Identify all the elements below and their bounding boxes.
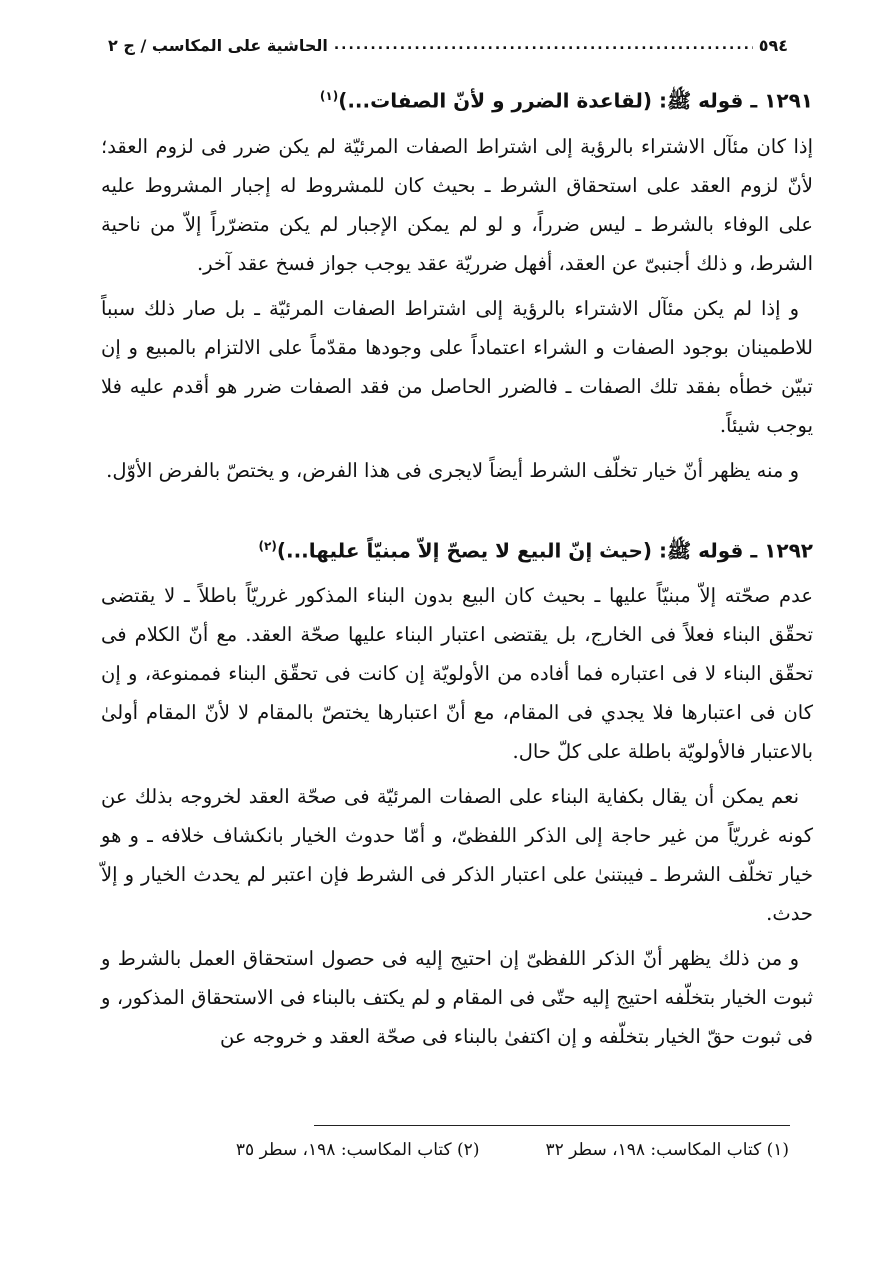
heading-text: ١٢٩١ ـ قوله ﷺ: (لقاعدة الضرر و لأنّ الصفات...) — [338, 88, 813, 113]
footnote-ref: (١) — [319, 89, 339, 103]
leader-dots — [334, 37, 753, 53]
paragraph: إذا كان مئآل الاشتراء بالرؤية إلى اشتراط الصفات المرئيّة لم يكن ضرر فى لزوم العقد؛ لأنّ لزوم العقد على استحقاق الشرط ـ بحيث كان للمشروط له إجبار المشروط عليه على الوفاء بالشرط ـ ليس ضرراً، و لو لم يمكن الإجبار لم يكن متضرّراً إلاّ من ناحية الشرط، و ذلك أجنبىّ عن العقد، أفهل ضرريّة عقد يوجب جواز فسخ عقد آخر. — [101, 134, 813, 275]
footnote-1: (١) كتاب المكاسب: ١٩٨، سطر ٣٢ — [545, 1140, 789, 1160]
paragraph: نعم يمكن أن يقال بكفاية البناء على الصفات المرئيّة فى صحّة العقد لخروجه بذلك عن كونه غرريّاً من غير حاجة إلى الذكر اللفظىّ، و أمّا حدوث الخيار بانكشاف خلافه ـ و هو خيار تخلّف الشرط ـ فيبتنىٰ على اعتبار الذكر فى الشرط فإن اعتبر لم يحدث الخيار و إلاّ حدث. — [101, 785, 813, 926]
footnotes — [229, 1140, 789, 1160]
section-heading-1291 — [101, 80, 813, 117]
paragraph: و منه يظهر أنّ خيار تخلّف الشرط أيضاً لايجرى فى هذا الفرض، و يختصّ بالفرض الأوّل. — [106, 458, 799, 482]
footnote-2: (٢) كتاب المكاسب: ١٩٨، سطر ٣٥ — [235, 1140, 480, 1160]
section-heading-1292 — [101, 530, 813, 567]
running-header — [108, 32, 788, 58]
section-gap — [101, 496, 813, 530]
heading-text: ١٢٩٢ ـ قوله ﷺ: (حيث إنّ البيع لا يصحّ إلاّ مبنيّاً عليها...) — [276, 538, 813, 563]
footnote-divider — [314, 1125, 790, 1126]
footnote-ref: (٢) — [258, 538, 277, 553]
main-text — [101, 80, 813, 1062]
paragraph: و من ذلك يظهر أنّ الذكر اللفظىّ إن احتيج إليه فى حصول استحقاق العمل بالشرط و ثبوت الخيار بتخلّفه احتيج إليه حتّى فى المقام و لم يكتف بالبناء فى الاستحقاق المذكور، و فى ثبوت حقّ الخيار بتخلّفه و إن اكتفىٰ بالبناء فى صحّة العقد و خروجه عن — [101, 947, 813, 1049]
page-number: ٥٩٤ — [758, 35, 788, 55]
paragraph: عدم صحّته إلاّ مبنيّاً عليها ـ بحيث كان البيع بدون البناء المذكور غرريّاً باطلاً ـ لا يقتضى تحقّق البناء فعلاً فى الخارج، بل يقتضى اعتبار البناء عليها صحّة العقد. مع أنّ الكلام فى تحقّق البناء لا فى اعتباره فما أفاده من الأولويّة إن كانت فى تحقّق البناء فممنوعة، و إن كان فى اعتبارها فلا يجدي فى المقام، مع أنّ اعتبارها يختصّ بالمقام لا لأنّ المقام أولىٰ بالاعتبار فالأولويّة باطلة على كلّ حال. — [101, 584, 813, 764]
running-title: الحاشية على المكاسب / ج ٢ — [108, 35, 328, 55]
paragraph: و إذا لم يكن مئآل الاشتراء بالرؤية إلى اشتراط الصفات المرئيّة ـ بل صار ذلك سبباً للاطمينان بوجود الصفات و الشراء اعتماداً على وجودها مقدّماً على الالتزام بالمبيع و إن تبيّن خطأه بفقد تلك الصفات ـ فالضرر الحاصل من فقد الصفات ضرر هو أقدم عليه فلا يوجب شيئاً. — [101, 296, 813, 437]
